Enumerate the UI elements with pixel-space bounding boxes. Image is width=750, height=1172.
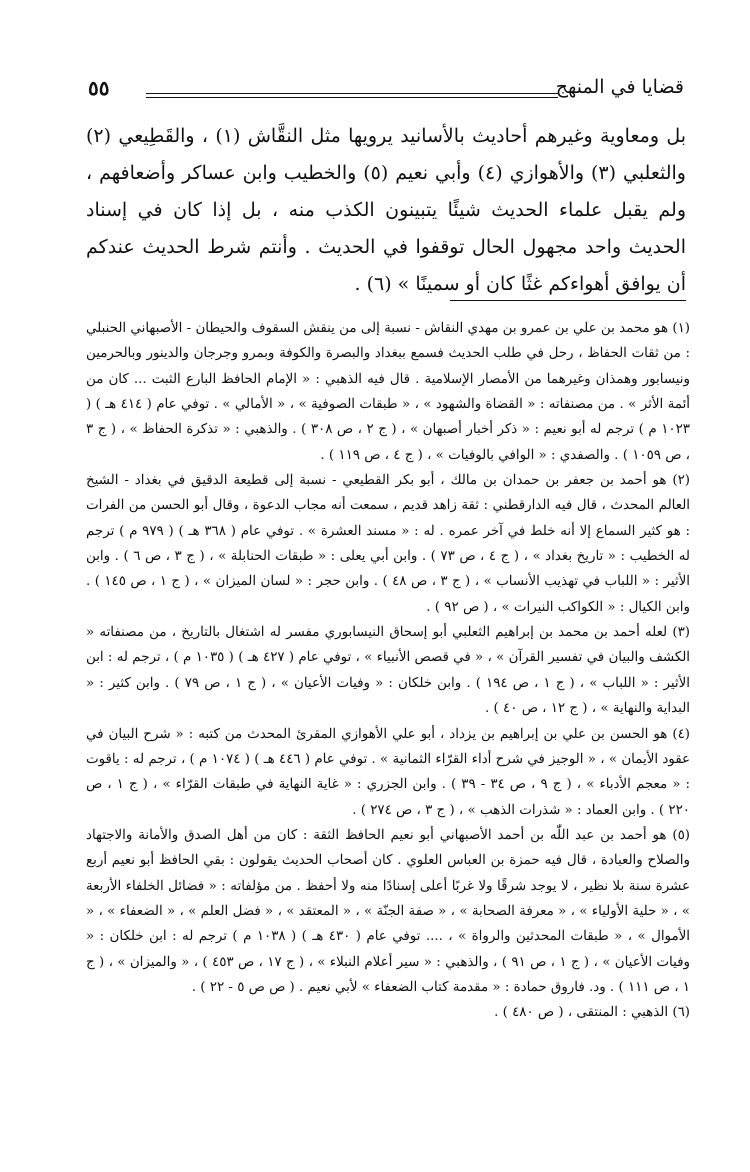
footnotes — [86, 316, 690, 1026]
main-text — [86, 118, 686, 303]
footnote-4: (٤) هو الحسن بن علي بن إبراهيم بن يزداد ، أبو علي الأهوازي المقرئ المحدث من كتبه : « شرح البيان في عقود الأيمان » ، « الوجيز في شرح أداء القرّاء الثمانية » . توفي عام ( ٤٤٦ هـ ) ( ١٠٧٤ م ) ، ترجم له : ياقوت : « معجم الأدباء » ، ( ج ٩ ، ص ٣٤ - ٣٩ ) . وابن الجزري : « غاية النهاية في طبقات القرّاء » ، ( ج ١ ، ص ٢٢٠ ) . وابن العماد : « شذرات الذهب » ، ( ج ٣ ، ص ٢٧٤ ) . — [86, 726, 690, 818]
footnote-1: (١) هو محمد بن علي بن عمرو بن مهدي النقاش - نسبة إلى من ينقش السقوف والحيطان - الأصبهاني الحنبلي : من ثقات الحفاظ ، رحل في طلب الحديث فسمع ببغداد والبصرة والكوفة وبمرو وجرجان والدينور وبالحرمين ونيسابور وهمذان وغيرهما من الأمصار الإسلامية . قال فيه الذهبي : « الإمام الحافظ البارع الثبت ... كان من أئمة الأثر » . من مصنفاته : « القضاة والشهود » ، « طبقات الصوفية » ، « الأمالي » . توفي عام ( ٤١٤ هـ ) ( ١٠٢٣ م ) ترجم له أبو نعيم : « ذكر أخبار أصبهان » ، ( ج ٢ ، ص ٣٠٨ ) . والذهبي : « تذكرة الحفاظ » ، ( ج ٣ ، ص ١٠٥٩ ) . والصفدي : « الوافي بالوفيات » ، ( ج ٤ ، ص ١١٩ ) . — [86, 321, 691, 463]
header-rule — [146, 93, 558, 94]
footnote-3: (٣) لعله أحمد بن محمد بن إبراهيم الثعلبي أبو إسحاق النيسابوري مفسر له اشتغال بالتاريخ ، من مصنفاته « الكشف والبيان في تفسير القرآن » ، « في قصص الأنبياء » ، توفي عام ( ٤٢٧ هـ ) ( ١٠٣٥ م ) ، ترجم له : ابن الأثير : « اللباب » ، ( ج ١ ، ص ١٩٤ ) . وابن خلكان : « وفيات الأعيان » ، ( ج ١ ، ص ٧٩ ) . وابن كثير : « البداية والنهاية » ، ( ج ١٢ ، ص ٤٠ ) . — [86, 625, 691, 717]
footnote-5: (٥) هو أحمد بن عبد اللّٰه بن أحمد الأصبهاني أبو نعيم الحافظ الثقة : كان من أهل الصدق والأمانة والاجتهاد والصلاح والعبادة ، قال فيه حمزة بن العباس العلوي . كان أصحاب الحديث يقولون : بقي الحافظ أبو نعيم أربع عشرة سنة بلا نظير ، لا يوجد شرقًا ولا غربًا أعلى إسنادًا منه ولا أحفظ . من مؤلفاته : « فضائل الخلفاء الأربعة » ، « حلية الأولياء » ، « معرفة الصحابة » ، « صفة الجنّة » ، « المعتقد » ، « فضل العلم » ، « الضعفاء » ، « الأموال » ، « طبقات المحدثين والرواة » ، .... توفي عام ( ٤٣٠ هـ ) ( ١٠٣٨ م ) ترجم له : ابن خلكان : « وفيات الأعيان » ، ( ج ١ ، ص ٩١ ) ، والذهبي : « سير أعلام النبلاء » ، ( ج ١٧ ، ص ٤٥٣ ) ، « والميزان » ، ( ج ١ ، ص ١١١ ) . ود. فاروق حمادة : « مقدمة كتاب الضعفاء » لأبي نعيم . ( ص ص ٥ - ٢٢ ) . — [86, 827, 691, 995]
page-number: ٥٥ — [88, 76, 110, 100]
footnote-separator — [450, 300, 686, 301]
running-title: قضايا في المنهج — [555, 76, 684, 98]
page-header — [88, 76, 684, 110]
footnote-2: (٢) هو أحمد بن جعفر بن حمدان بن مالك ، أبو بكر القطيعي - نسبة إلى قطيعة الدقيق في بغداد - الشيخ العالم المحدث ، قال فيه الدارقطني : ثقة زاهد قديم ، سمعت أنه مجاب الدعوة ، وقال أبو الحسن من الفرات : هو كثير السماع إلا أنه خلط في آخر عمره . له : « مسند العشرة » . توفي عام ( ٣٦٨ هـ ) ( ٩٧٩ م ) ترجم له الخطيب : « تاريخ بغداد » ، ( ج ٤ ، ص ٧٣ ) . وابن أبي يعلى : « طبقات الحنابلة » ، ( ج ٣ ، ص ٦ ) . وابن الأثير : « اللباب في تهذيب الأنساب » ، ( ج ٣ ، ص ٤٨ ) . وابن حجر : « لسان الميزان » ، ( ج ١ ، ص ١٤٥ ) . وابن الكيال : « الكواكب النيرات » ، ( ص ٩٢ ) . — [86, 473, 690, 615]
header-rule-double — [146, 97, 558, 98]
main-paragraph: بل ومعاوية وغيرهم أحاديث بالأسانيد يرويها مثل النقَّاش (١) ، والقَطِيعي (٢) والثعلبي (٣) والأهوازي (٤) وأبي نعيم (٥) والخطيب وابن عساكر وأضعافهم ، ولم يقبل علماء الحديث شيئًا يتبينون الكذب منه ، بل إذا كان في إسناد الحديث واحد مجهول الحال توقفوا في الحديث . وأنتم شرط الحديث عندكم أن يوافق أهواءكم غثًا كان أو سمينًا » (٦) . — [86, 125, 686, 295]
footnote-6: (٦) الذهبي : المنتقى ، ( ص ٤٨٠ ) . — [494, 1005, 690, 1021]
